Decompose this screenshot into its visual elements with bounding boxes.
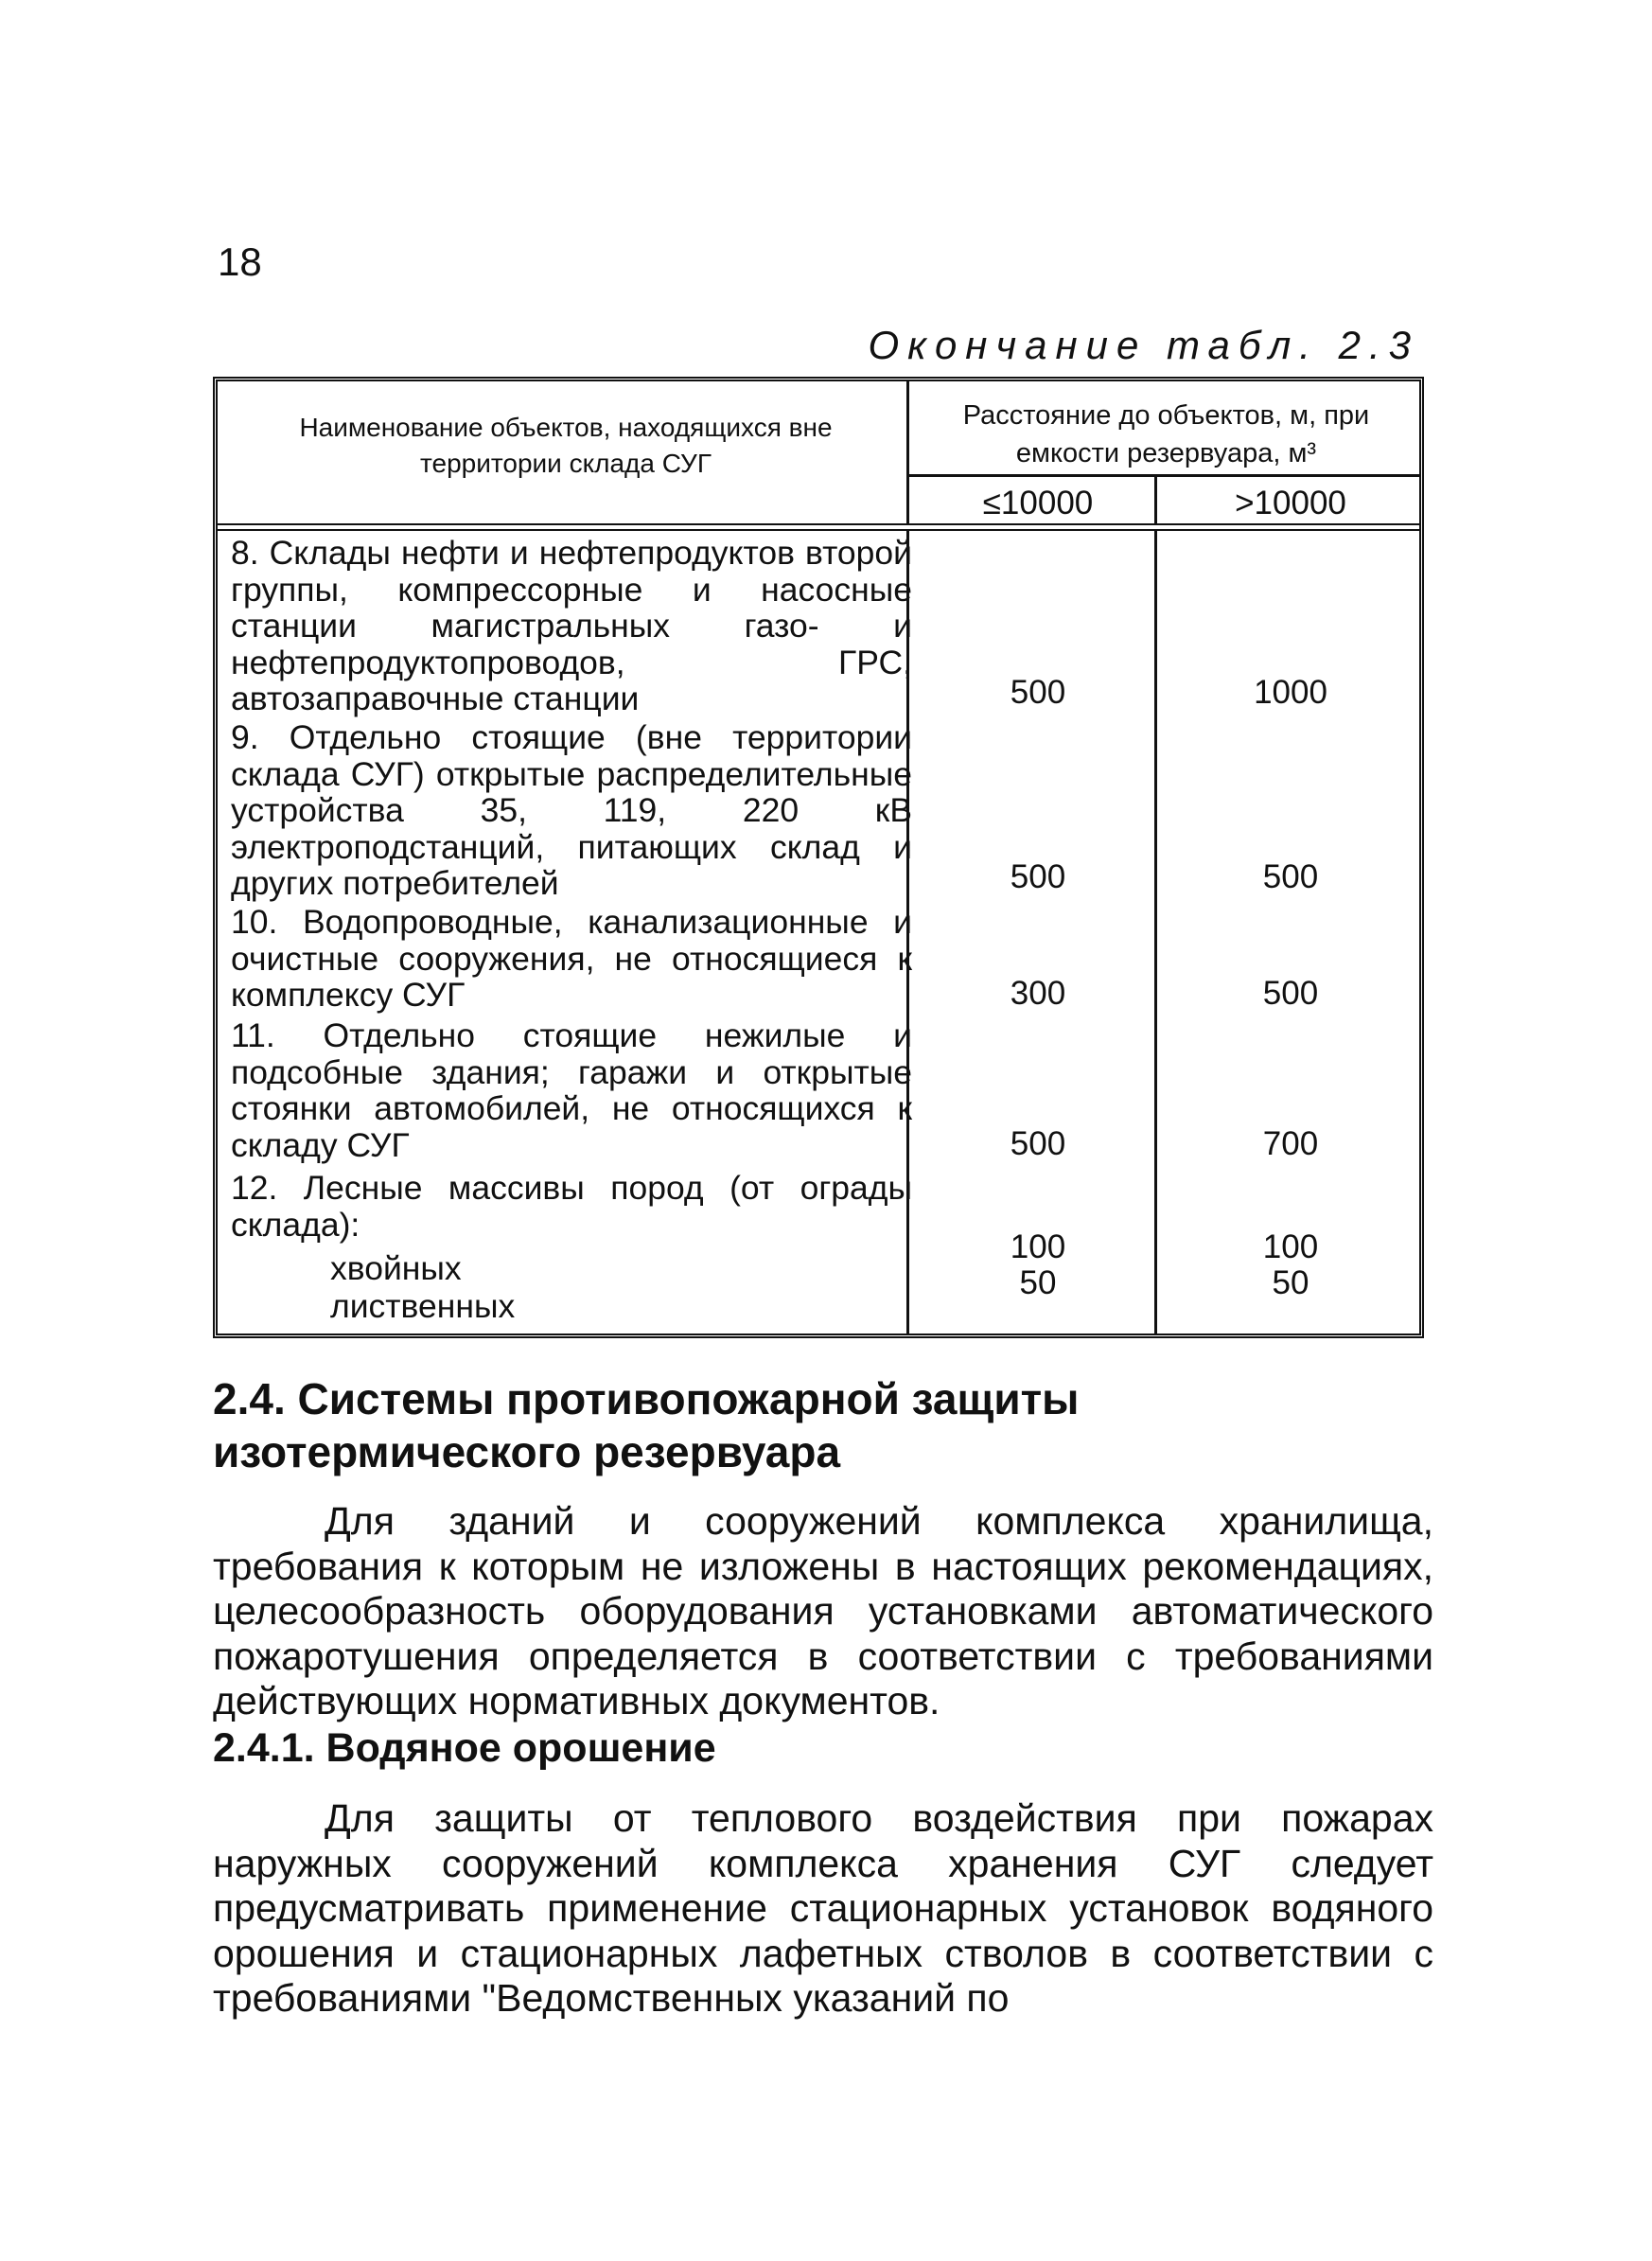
table-row-12-sub-2-value-1: 50: [1019, 1264, 1057, 1301]
section-2-4-1-paragraph: Для защиты от теплового воздействия при пожарах наружных сооружений комплекса хранения СУГ следует предусматривать применение стационарных установок водяного орошения и стационарных лафетных стволов в соответствии с требованиями "Ведомственных указаний по: [213, 1796, 1433, 2020]
table-row-10-text: 10. Водопроводные, канализационные и очистные сооружения, не относящиеся к комплексу СУГ: [231, 903, 912, 1014]
header-distance: Расстояние до объектов, м, при емкости резервуара, м³: [962, 400, 1370, 468]
distance-table: [213, 377, 1424, 1338]
table-row-12-text: 12. Лесные массивы пород (от ограды склада): хвойных лиственных: [231, 1169, 912, 1325]
table-row-8-value-1: 500: [1010, 674, 1066, 711]
header-divider: [906, 474, 1419, 477]
section-2-4-heading: 2.4. Системы противопожарной защиты изотермического резервуара: [213, 1374, 1080, 1476]
table-row-12-sub-1-value-1: 100: [1010, 1228, 1066, 1265]
table-row-11-value-2: 700: [1262, 1125, 1319, 1162]
table-row-10-value-1: 300: [1010, 975, 1066, 1012]
page-number: 18: [218, 239, 262, 284]
table-row-8-value-2: 1000: [1254, 674, 1327, 711]
table-row-12-sub-2-value-2: 50: [1272, 1264, 1309, 1301]
header-bottom-rule: [218, 523, 1419, 531]
table-caption: Окончание табл. 2.3: [868, 323, 1419, 367]
header-subcol-gt-10000: >10000: [1235, 485, 1346, 521]
table-row-9-value-1: 500: [1010, 858, 1066, 895]
section-2-4-1-heading: 2.4.1. Водяное орошение: [213, 1725, 716, 1771]
table-row-9-value-2: 500: [1262, 858, 1319, 895]
table-row-12-sub-1: хвойных: [330, 1249, 462, 1287]
table-row-11-value-1: 500: [1010, 1125, 1066, 1162]
header-subcol-le-10000: ≤10000: [982, 485, 1094, 521]
table-row-11-text: 11. Отдельно стоящие нежилые и подсобные здания; гаражи и открытые стоянки автомобилей, не относящихся к складу СУГ: [231, 1016, 912, 1164]
table-row-12-sub-1-value-2: 100: [1262, 1228, 1319, 1265]
table-row-8-text: 8. Склады нефти и нефтепродуктов второй группы, компрессорные и насосные станции магистральных газо- и нефтепродуктопроводов, ГРС, автозаправочные станции: [231, 534, 912, 717]
section-2-4-paragraph: Для зданий и сооружений комплекса хранилища, требования к которым не изложены в настоящих рекомендациях, целесообразность оборудования установками автоматического пожаротушения определяется в соответствии с требованиями действующих нормативных документов.: [213, 1499, 1433, 1722]
table-row-12-sub-2: лиственных: [330, 1286, 516, 1325]
table-row-10-value-2: 500: [1262, 975, 1319, 1012]
header-object-name: Наименование объектов, находящихся вне территории склада СУГ: [299, 413, 833, 478]
table-row-9-text: 9. Отдельно стоящие (вне территории склада СУГ) открытые распределительные устройства 35, 119, 220 кВ электроподстанций, питающих склад и других потребителей: [231, 718, 912, 902]
col-divider-2: [1154, 474, 1157, 1334]
